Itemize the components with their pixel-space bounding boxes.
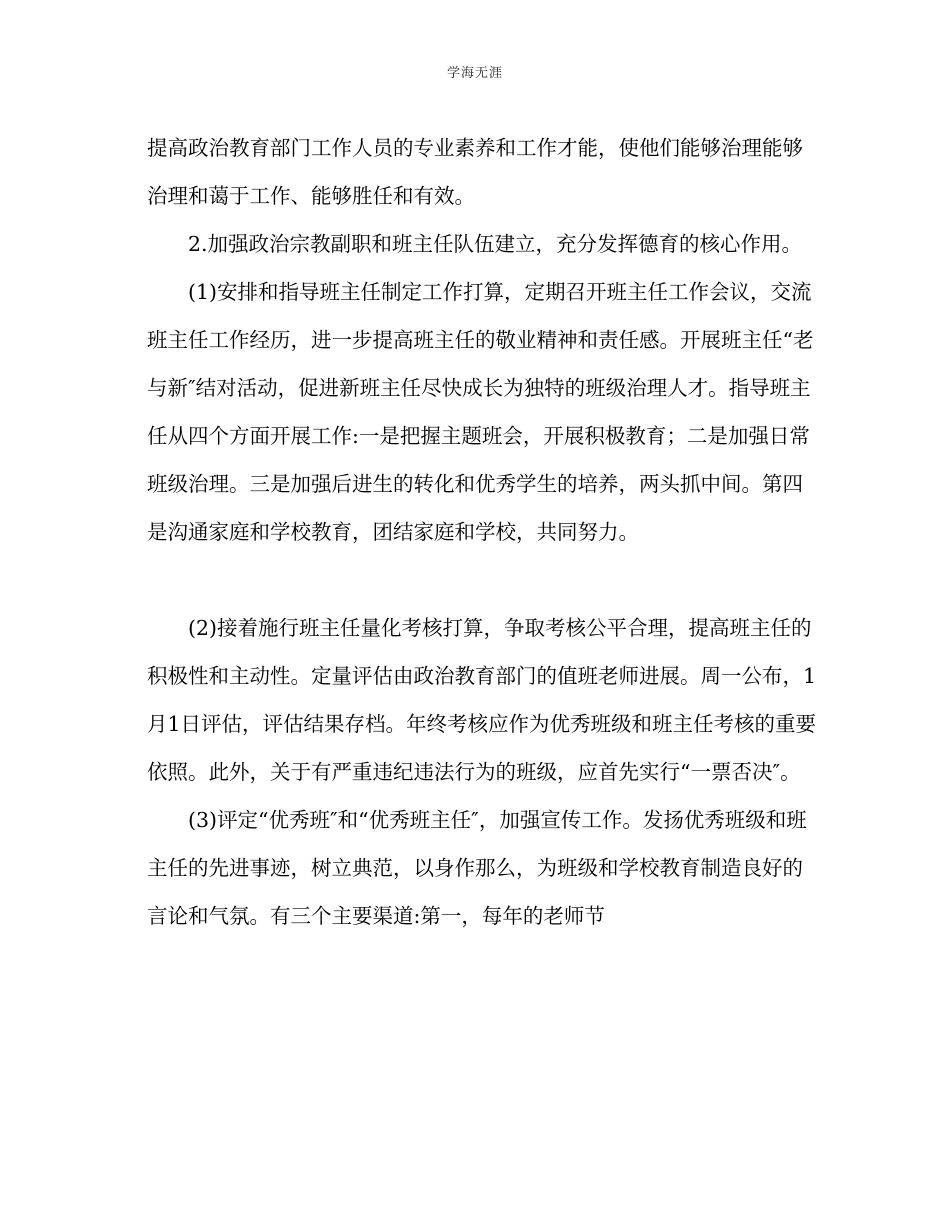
- paragraph-item-1: (1)安排和指导班主任制定工作打算，定期召开班主任工作会议，交流班主任工作经历，进一步提高班主任的敬业精神和责任感。开展班主任“老与新″结对活动，促进新班主任尽快成长为独特的班级治理人才。指导班主任从四个方面开展工作:一是把握主题班会，开展积极教育；二是加强日常班级治理。三是加强后进生的转化和优秀学生的培养，两头抓中间。第四是沟通家庭和学校教育，团结家庭和学校，共同努力。: [147, 280, 814, 544]
- paragraph-item-3: (3)评定“优秀班″和“优秀班主任″，加强宣传工作。发扬优秀班级和班主任的先进事迹，树立典范，以身作那么，为班级和学校教育制造良好的言论和气氛。有三个主要渠道:第一，每年的老师节: [147, 808, 807, 928]
- document-body: [147, 124, 819, 940]
- paragraph-item-2: (2)接着施行班主任量化考核打算，争取考核公平合理，提高班主任的积极性和主动性。定量评估由政治教育部门的值班老师进展。周一公布，1月1日评估，评估结果存档。年终考核应作为优秀班级和班主任考核的重要依照。此外，关于有严重违纪违法行为的班级，应首先实行“一票否决″。: [147, 616, 817, 784]
- paragraph-section-2: 2.加强政治宗教副职和班主任队伍建立，充分发挥德育的核心作用。: [188, 232, 803, 256]
- paragraph-continuation: 提高政治教育部门工作人员的专业素养和工作才能，使他们能够治理能够治理和蔼于工作、能够胜任和有效。: [147, 136, 803, 208]
- page-header: 学海无涯: [446, 66, 503, 81]
